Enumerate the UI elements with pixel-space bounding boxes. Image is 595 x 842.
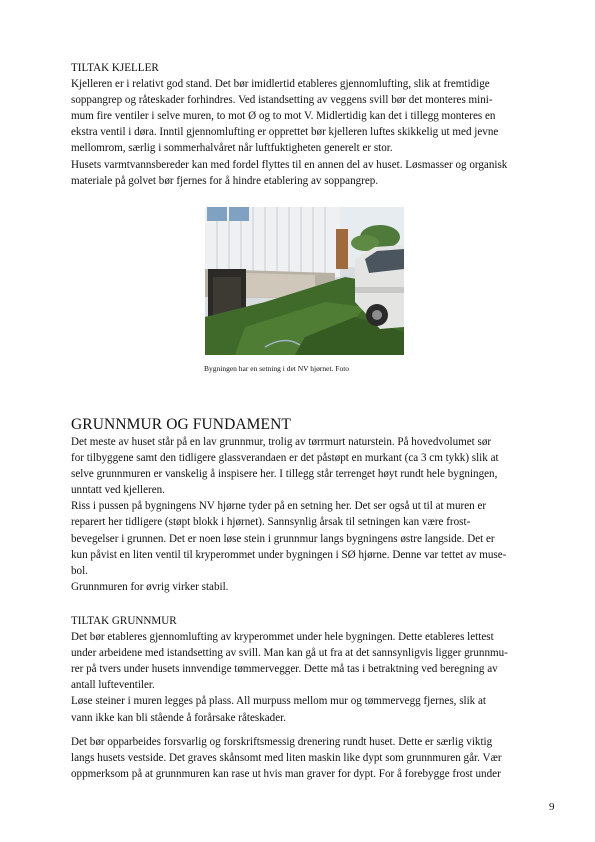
text-line: bevegelser i grunnen. Det er noen løse stein i grunnmur langs bygningens østre langside. Det er [71,532,495,545]
text-line: mellomrom, særlig i sommerhalvåret når luftfuktigheten generelt er stor. [71,142,393,155]
text-line: antall lufteventiler. [71,679,155,692]
text-line: mum fire ventiler i selve muren, to mot Ø og to mot V. Midlertidig kan det i tillegg monteres en [71,110,496,123]
text-line: Løse steiner i muren legges på plass. All murpuss mellom mur og tømmervegg fjernes, slik at [71,695,487,708]
text-line: for tilbyggene samt den tidligere glassverandaen er det påstøpt en murkant (ca 3 cm tykk) slik at [71,452,499,465]
text-line: Det meste av huset står på en lav grunnmur, trolig av tørrmurt naturstein. På hovedvolumet sør [71,436,492,448]
text-line: langs husets vestside. Det graves skånsomt med liten maskin like dypt som grunnmuren går. Vær [71,752,502,765]
text-line: Det bør opparbeides forsvarlig og forskriftsmessig drenering rundt huset. Dette er særlig viktig [71,736,493,748]
text-line: soppangrep og råteskader forhindres. Ved istandsetting av veggens svill bør det monteres mini- [71,94,493,107]
text-line: Kjelleren er i relativt god stand. Det bør imidlertid etableres gjennomlufting, slik at fremtidige [71,78,490,91]
text-line: reparert her tidligere (støpt blokk i hjørnet). Sannsynlig årsak til setningen kan være frost- [71,516,471,529]
text-line: vann ikke kan bli stående å forårsake råteskader. [71,711,287,724]
text-line: Det bør etableres gjennomlufting av kryperommet under hele bygningen. Dette etableres lettest [71,631,494,644]
text-line: unntatt ved kjelleren. [71,484,165,497]
text-line: kun påvist en liten ventil til kryperommet under bygningen i SØ hjørne. Denne var tettet av muse- [71,548,507,561]
text-line: bol. [71,564,88,577]
text-line: Grunnmuren for øvrig virker stabil. [71,580,229,593]
section-tiltak-kjeller [71,60,541,189]
text-line: under arbeidene med istandsetting av svill. Man kan gå ut fra at det sannsynligvis ligger grunnmu- [71,647,508,660]
text-line: ekstra ventil i døra. Inntil gjennomlufting er opprettet bør kjelleren luftes skikkelig ut med jevne [71,126,499,139]
text-line: materiale på golvet bør fjernes for å hindre etablering av soppangrep. [71,174,379,187]
text-line: Husets varmtvannsbereder kan med fordel flyttes til en annen del av huset. Løsmasser og organisk [71,158,508,171]
section-heading: GRUNNMUR OG FUNDAMENT [71,416,291,433]
text-line: oppmerksom på at grunnmuren kan rase ut hvis man graver for dypt. For å forebygge frost under [71,768,501,781]
section-drenering [71,734,541,782]
text-line: selve grunnmuren er vanskelig å inspisere her. I tillegg står terrenget høyt rundt hele bygningen, [71,468,498,481]
page-number: 9 [549,801,555,813]
text-line: Riss i pussen på bygningens NV hjørne tyder på en setning her. Det ser også ut til at muren er [71,500,487,513]
house-corner-photo [205,207,404,355]
section-grunnmur-fundament [71,434,541,595]
photo-caption: Bygningen har en setning i det NV hjørnet. Foto [204,364,350,373]
section-heading: TILTAK GRUNNMUR [71,615,177,627]
text-line: rer på tvers under husets innvendige tømmervegger. Dette må tas i betraktning ved beregning av [71,663,498,676]
section-tiltak-grunnmur [71,613,541,726]
section-heading: TILTAK KJELLER [71,62,159,74]
